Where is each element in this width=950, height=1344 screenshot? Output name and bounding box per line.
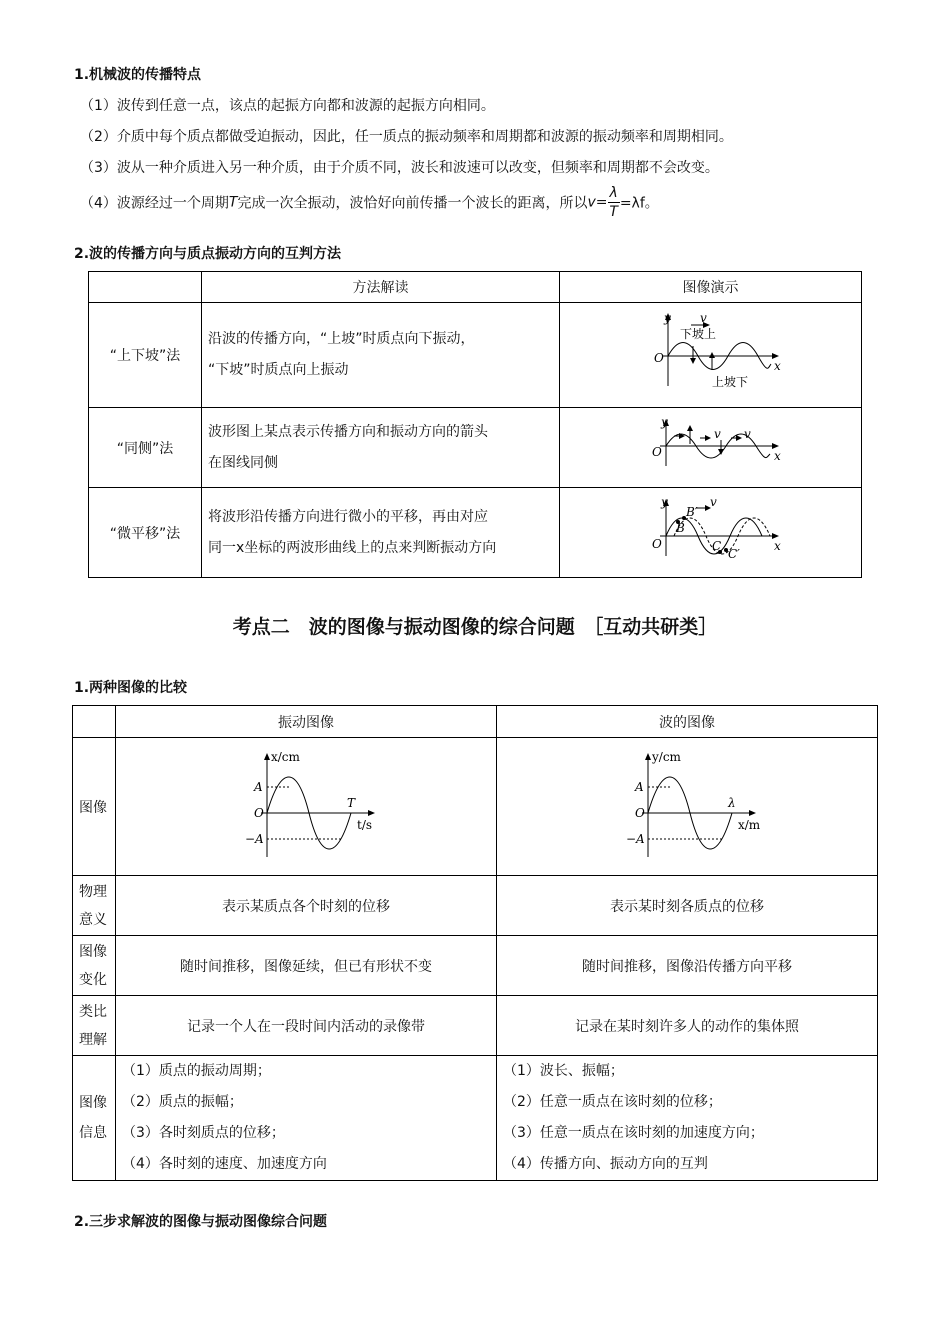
v-label: v [699, 311, 707, 325]
neg-amplitude-label: −A [626, 831, 645, 846]
section-heading-4: 2.三步求解波的图像与振动图像综合问题 [74, 1214, 328, 1230]
shift-method-figure [636, 496, 786, 566]
point-c-prime: C′ [727, 546, 740, 561]
vibration-graph [221, 745, 391, 865]
page-title: 考点二 波的图像与振动图像的综合问题 ［互动共研类］ [232, 616, 718, 638]
change-wave: 随时间推移，图像沿传播方向平移 [497, 936, 878, 996]
analogy-wave: 记录在某时刻许多人的动作的集体照 [497, 996, 878, 1056]
same-side-figure [636, 416, 786, 476]
neg-amplitude-label: −A [245, 831, 264, 846]
method-desc: 波形图上某点表示传播方向和振动方向的箭头 在图线同侧 [202, 408, 560, 488]
origin-label: O [651, 444, 662, 459]
v-label: v [709, 495, 717, 509]
method-desc: 将波形沿传播方向进行微小的平移，再由对应 同一x坐标的两波形曲线上的点来判断振动方向 [202, 488, 560, 578]
downhill-label: 下坡上 [679, 327, 716, 341]
method-desc: 沿波的传播方向，“上坡”时质点向下振动， “下坡”时质点向上振动 [202, 303, 560, 408]
x-label: x [773, 538, 781, 553]
section-heading-2: 2.波的传播方向与质点振动方向的互判方法 [74, 246, 342, 262]
point-b: B [675, 520, 685, 535]
method-name: “同侧”法 [89, 408, 202, 488]
meaning-wave: 表示某时刻各质点的位移 [497, 876, 878, 936]
item-4: （4）波源经过一个周期T完成一次全振动，波恰好向前传播一个波长的距离，所以v= $\frac{\lambda}{T}$ =λf。 [80, 185, 659, 220]
info-vib: （1）质点的振动周期； （2）质点的振幅； （3）各时刻质点的位移； （4）各时刻的速度、加速度方向 [116, 1056, 497, 1181]
y-label: y [663, 311, 671, 325]
item-3: （3）波从一种介质进入另一种介质，由于介质不同，波长和波速可以改变，但频率和周期都不会改变。 [80, 160, 719, 176]
origin-label: O [651, 536, 662, 551]
point-c: C [711, 538, 721, 553]
y-label: y [660, 415, 668, 429]
col-method-header: 方法解读 [202, 272, 560, 303]
origin-label: O [635, 805, 645, 820]
info-wave: （1）波长、振幅； （2）任意一质点在该时刻的位移； （3）任意一质点在该时刻的加速度方向； （4）传播方向、振动方向的互判 [497, 1056, 878, 1181]
col-vib-header: 振动图像 [116, 706, 497, 738]
row-change-label: 图像 变化 [73, 936, 116, 996]
section-heading-3: 1.两种图像的比较 [74, 680, 188, 696]
origin-label: O [254, 805, 264, 820]
row-meaning-label: 物理 意义 [73, 876, 116, 936]
x-axis-label: x/m [738, 817, 761, 832]
lambda-over-T-fraction: $\frac{\lambda}{T}$ [609, 185, 618, 220]
col-image-header: 图像演示 [560, 272, 862, 303]
y-axis-label: y/cm [652, 749, 681, 764]
v-label: v [743, 426, 751, 441]
point-b-prime: B′ [685, 504, 698, 519]
comparison-table [72, 705, 878, 1181]
row-info-label: 图像 信息 [73, 1056, 116, 1181]
y-axis-label: x/cm [271, 749, 300, 764]
amplitude-label: A [254, 779, 263, 794]
v-label: v [713, 426, 721, 441]
origin-label: O [653, 351, 664, 365]
row-analogy-label: 类比 理解 [73, 996, 116, 1056]
item-2: （2）介质中每个质点都做受迫振动，因此，任一质点的振动频率和周期都和波源的振动频率和周期相同。 [80, 129, 733, 145]
item-1: （1）波传到任意一点，该点的起振方向都和波源的起振方向相同。 [80, 98, 495, 114]
method-table [88, 271, 862, 578]
row-image-label: 图像 [73, 738, 116, 876]
slope-method-figure [636, 308, 786, 398]
x-label: x [773, 359, 781, 373]
col-wave-header: 波的图像 [497, 706, 878, 738]
y-label: y [660, 495, 668, 509]
x-label: x [773, 448, 781, 463]
wave-graph [602, 745, 772, 865]
meaning-vib: 表示某质点各个时刻的位移 [116, 876, 497, 936]
method-name: “上下坡”法 [89, 303, 202, 408]
analogy-vib: 记录一个人在一段时间内活动的录像带 [116, 996, 497, 1056]
uphill-label: 上坡下 [711, 375, 748, 389]
change-vib: 随时间推移，图像延续，但已有形状不变 [116, 936, 497, 996]
section-heading-1: 1.机械波的传播特点 [74, 67, 202, 83]
x-axis-label: t/s [357, 817, 373, 832]
wavelength-label: λ [728, 795, 736, 810]
period-label: T [347, 795, 356, 810]
method-name: “微平移”法 [89, 488, 202, 578]
amplitude-label: A [635, 779, 644, 794]
